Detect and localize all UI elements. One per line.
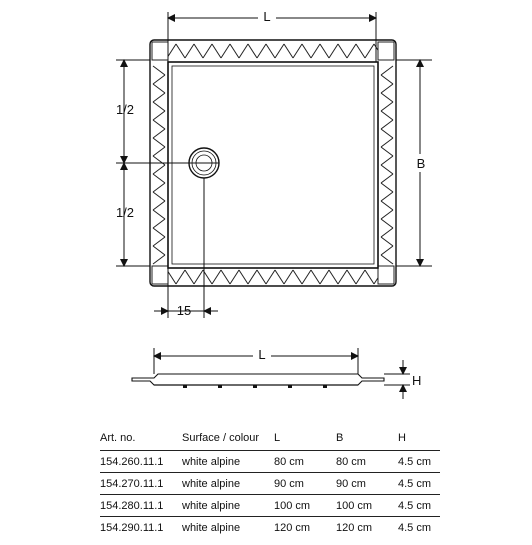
header-art-no: Art. no. [100,432,136,444]
plan-view [116,8,432,318]
label-L-side: L [258,347,266,362]
dim-width-plan [396,60,432,266]
label-B-plan: B [416,156,426,171]
header-B: B [336,432,344,444]
label-15: 15 [176,303,192,318]
cell-surface: white alpine [182,451,274,473]
cell-H: 4.5 cm [398,473,440,495]
side-view [132,346,421,399]
label-half-bottom: 1/2 [115,205,135,220]
cell-B: 120 cm [336,517,398,539]
cell-art-no: 154.260.11.1 [100,451,182,473]
dim-height-side [384,360,421,399]
cell-art-no: 154.280.11.1 [100,495,182,517]
cell-surface: white alpine [182,473,274,495]
cell-B: 100 cm [336,495,398,517]
table-row [100,495,440,517]
cell-surface: white alpine [182,517,274,539]
table-row [100,451,440,473]
dim-length-side [154,346,358,374]
spec-table [100,428,440,538]
table-row [100,517,440,539]
table-header-row [100,428,440,451]
cell-art-no: 154.270.11.1 [100,473,182,495]
cell-B: 90 cm [336,473,398,495]
cell-L: 120 cm [274,517,336,539]
header-H: H [398,432,406,444]
label-L-plan: L [263,9,271,24]
tray-profile [132,374,384,385]
header-surface: Surface / colour [182,432,260,444]
cell-H: 4.5 cm [398,495,440,517]
cell-surface: white alpine [182,495,274,517]
table-row [100,473,440,495]
label-H-side: H [412,373,422,388]
cell-L: 80 cm [274,451,336,473]
cell-H: 4.5 cm [398,451,440,473]
header-L: L [274,432,281,444]
cell-L: 100 cm [274,495,336,517]
cell-B: 80 cm [336,451,398,473]
cell-L: 90 cm [274,473,336,495]
drain [189,148,219,178]
cell-H: 4.5 cm [398,517,440,539]
label-half-top: 1/2 [115,102,135,117]
cell-art-no: 154.290.11.1 [100,517,182,539]
